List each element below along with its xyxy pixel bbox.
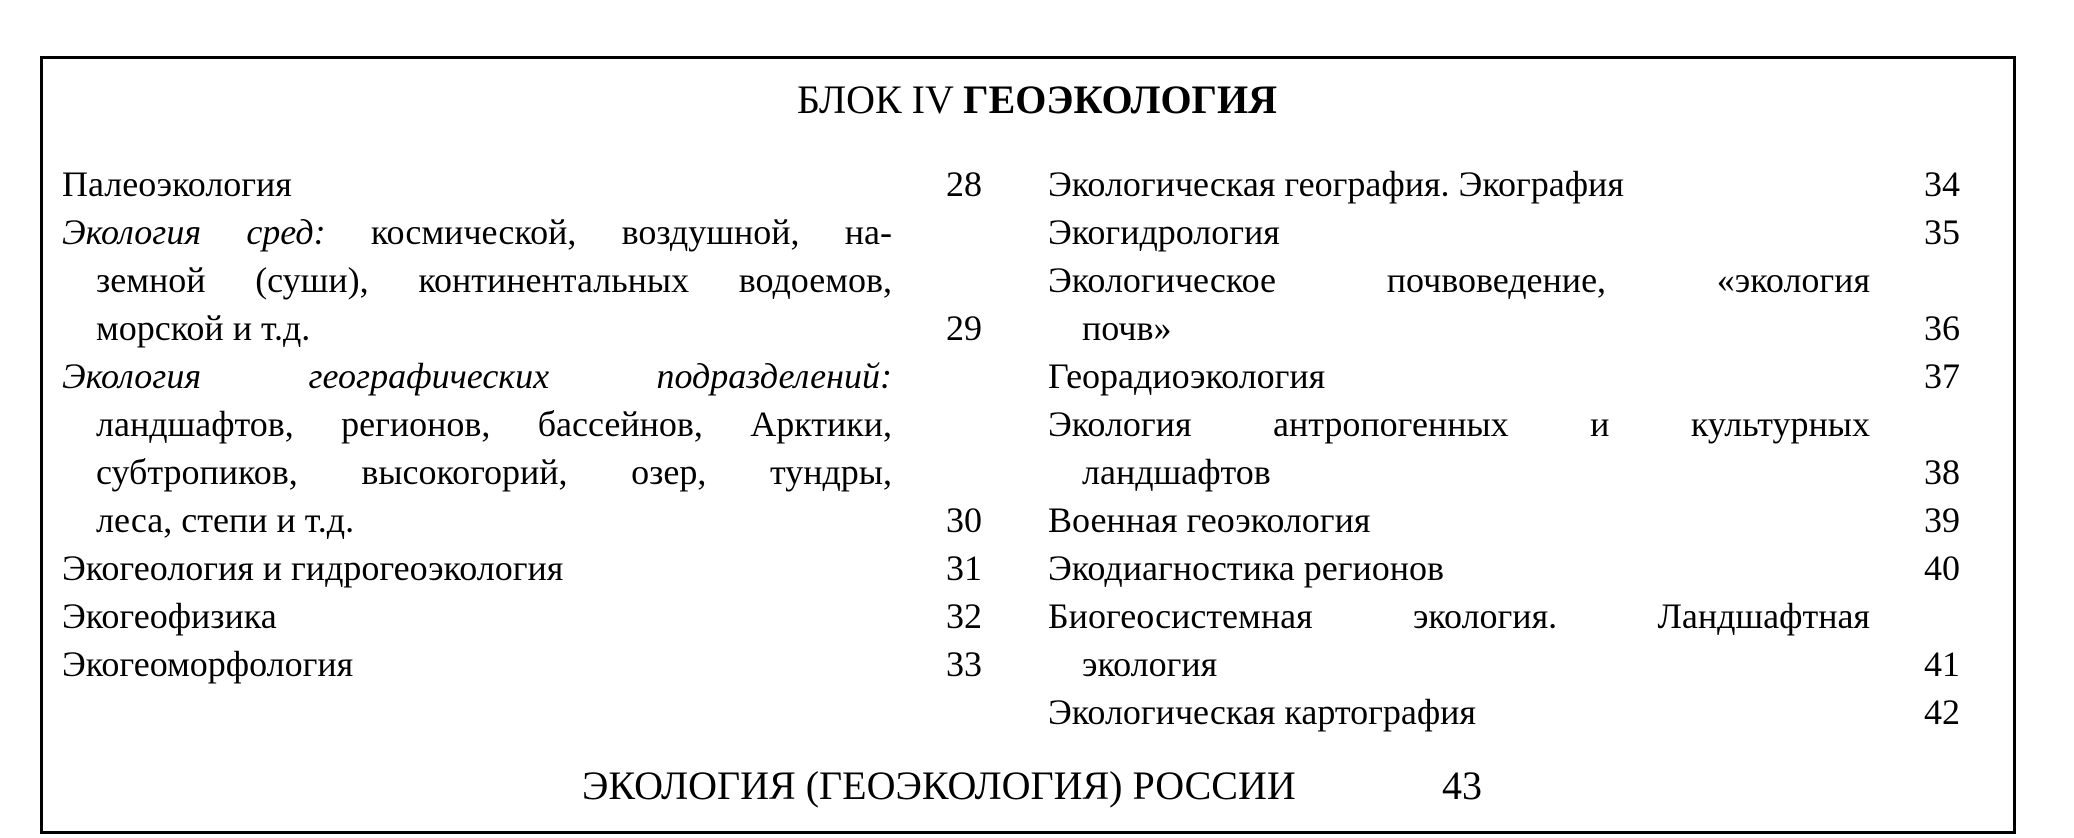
footer-page-number: 43 bbox=[1442, 763, 1482, 808]
block-title-prefix: БЛОК IV bbox=[796, 77, 954, 122]
toc-entry-line: субтропиков, высокогорий, озер, тундры, bbox=[96, 452, 892, 492]
toc-entry[interactable] bbox=[1048, 208, 1960, 256]
toc-entry[interactable] bbox=[1048, 496, 1960, 544]
toc-right-column bbox=[1048, 160, 1960, 736]
toc-entry[interactable] bbox=[1048, 160, 1960, 208]
toc-entry-line: Экодиагностика регионов bbox=[1048, 548, 1445, 588]
toc-page-number: 28 bbox=[946, 164, 982, 204]
toc-entry[interactable] bbox=[1048, 688, 1960, 736]
toc-entry-intro: Экология сред: bbox=[62, 212, 326, 252]
toc-left-column bbox=[62, 160, 982, 688]
toc-entry[interactable] bbox=[62, 160, 982, 208]
toc-entry-line: почв» bbox=[1082, 308, 1172, 348]
toc-page-number: 32 bbox=[946, 596, 982, 636]
toc-page-number: 31 bbox=[946, 548, 982, 588]
toc-page-number: 40 bbox=[1924, 548, 1960, 588]
toc-entry-line: Экологическое почвоведение, «экология bbox=[1048, 260, 1870, 300]
toc-entry-line: ландшафтов bbox=[1082, 452, 1271, 492]
toc-entry-line: Экогеология и гидрогеоэкология bbox=[62, 548, 564, 588]
toc-entry[interactable] bbox=[62, 544, 982, 592]
toc-entry[interactable] bbox=[62, 592, 982, 640]
toc-entry-intro: Экология географических подразделений: bbox=[62, 356, 892, 396]
toc-entry-line: Экологическая картография bbox=[1048, 692, 1476, 732]
toc-page-number: 39 bbox=[1924, 500, 1960, 540]
toc-page-number: 38 bbox=[1924, 452, 1960, 492]
toc-entry-line: Экогидрология bbox=[1048, 212, 1280, 252]
toc-entry-line: Экологическая география. Экография bbox=[1048, 164, 1624, 204]
toc-page-number: 41 bbox=[1924, 644, 1960, 684]
toc-entry[interactable] bbox=[62, 208, 982, 352]
toc-entry[interactable] bbox=[1048, 544, 1960, 592]
toc-page-number: 36 bbox=[1924, 308, 1960, 348]
toc-entry-line: Экогеоморфология bbox=[62, 644, 354, 684]
toc-entry[interactable] bbox=[62, 640, 982, 688]
toc-page-number: 34 bbox=[1924, 164, 1960, 204]
toc-entry[interactable] bbox=[1048, 352, 1960, 400]
toc-entry-line: Георадиоэкология bbox=[1048, 356, 1326, 396]
toc-entry[interactable] bbox=[1048, 256, 1960, 352]
toc-page-number: 33 bbox=[946, 644, 982, 684]
toc-entry-line: Военная геоэкология bbox=[1048, 500, 1371, 540]
toc-entry-line: экология bbox=[1082, 644, 1218, 684]
toc-entry[interactable] bbox=[62, 352, 982, 544]
toc-entry[interactable] bbox=[1048, 592, 1960, 688]
toc-page-number: 42 bbox=[1924, 692, 1960, 732]
toc-page-number: 29 bbox=[946, 308, 982, 348]
toc-entry-line: земной (суши), континентальных водоемов, bbox=[96, 260, 892, 300]
toc-entry-line: Биогеосистемная экология. Ландшафтная bbox=[1048, 596, 1870, 636]
block-title-main: ГЕОЭКОЛОГИЯ bbox=[963, 77, 1278, 122]
toc-entry-line: Экология антропогенных и культурных bbox=[1048, 404, 1870, 444]
toc-page-number: 30 bbox=[946, 500, 982, 540]
toc-page-number: 37 bbox=[1924, 356, 1960, 396]
footer-entry[interactable] bbox=[582, 763, 1482, 808]
footer-label: ЭКОЛОГИЯ (ГЕОЭКОЛОГИЯ) РОССИИ bbox=[582, 763, 1296, 808]
toc-entry-line: Палеоэкология bbox=[62, 164, 292, 204]
toc-entry-line: ландшафтов, регионов, бассейнов, Арктики, bbox=[96, 404, 892, 444]
toc-entry-line: морской и т.д. bbox=[96, 308, 311, 348]
toc-page-number: 35 bbox=[1924, 212, 1960, 252]
toc-entry-line: леса, степи и т.д. bbox=[96, 500, 355, 540]
toc-entry[interactable] bbox=[1048, 400, 1960, 496]
toc-entry-line: Экогеофизика bbox=[62, 596, 277, 636]
block-title bbox=[0, 77, 2074, 122]
toc-entry-line: космической, воздушной, на- bbox=[325, 212, 892, 252]
